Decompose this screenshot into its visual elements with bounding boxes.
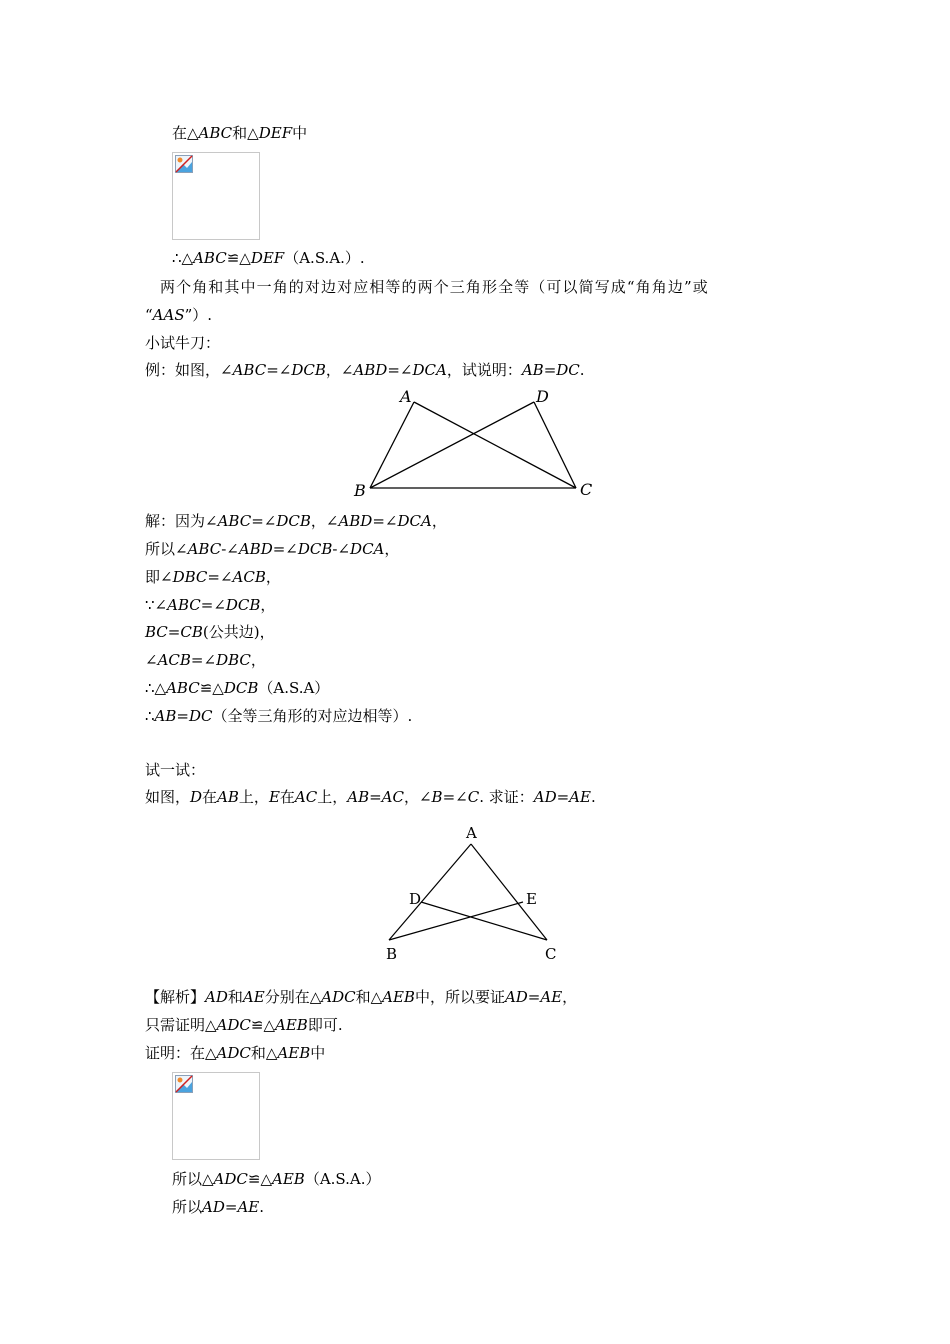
text-segment: ， <box>384 540 400 558</box>
math-variable: ACB <box>232 568 266 586</box>
solution-line-4 <box>145 595 275 615</box>
text-segment: -∠ <box>221 540 239 558</box>
text-segment: 中 <box>310 1044 326 1062</box>
broken-image-icon <box>175 1075 193 1093</box>
math-variable: AAS <box>152 306 185 324</box>
text-segment: -∠ <box>332 540 351 558</box>
math-variable: E <box>268 788 280 806</box>
text-segment: . <box>259 1198 265 1216</box>
line-exercise <box>145 787 596 807</box>
math-variable: ABC <box>193 249 227 267</box>
text-segment: = <box>176 707 189 725</box>
text-segment: =∠ <box>387 361 413 379</box>
text-segment: =∠ <box>207 568 233 586</box>
segment-ac <box>414 402 576 488</box>
heading-try-one <box>145 760 205 780</box>
text-segment: ，试说明： <box>446 361 522 379</box>
text-segment: 例：如图，∠ <box>145 361 233 379</box>
text-segment: = <box>167 623 181 641</box>
text-segment: 解：因为∠ <box>145 512 218 530</box>
math-variable: DCB <box>276 512 311 530</box>
math-variable: ADC <box>321 988 356 1006</box>
math-variable: DEF <box>258 124 293 142</box>
label-c: C <box>545 945 557 963</box>
text-segment: 所以△ <box>172 1170 214 1188</box>
label-b: B <box>386 945 398 963</box>
text-segment: 中 <box>292 124 308 142</box>
math-variable: DCA <box>397 512 432 530</box>
label-d: D <box>536 387 549 406</box>
figure-2-triangle-ade <box>375 822 565 967</box>
math-variable: AD <box>205 988 228 1006</box>
text-segment: 和 <box>227 988 243 1006</box>
label-a: A <box>400 387 412 406</box>
label-a: A <box>466 824 477 842</box>
math-variable: AB=AC <box>347 788 404 806</box>
math-variable: DBC <box>172 568 208 586</box>
text-segment: = <box>543 361 557 379</box>
text-segment: ，∠ <box>310 512 339 530</box>
math-variable: CB <box>180 623 203 641</box>
text-segment: =∠ <box>190 651 217 669</box>
text-segment: 在 <box>202 788 218 806</box>
text-segment: =∠ <box>251 512 277 530</box>
segment-db <box>370 402 534 488</box>
text-segment: “ <box>145 306 153 324</box>
math-variable: C <box>467 788 480 806</box>
line-abc-congruent-def <box>172 248 365 268</box>
broken-image-placeholder-2 <box>172 1072 260 1160</box>
text-segment: （A.S.A） <box>258 679 330 697</box>
analysis-line-1 <box>145 987 577 1007</box>
math-variable: ABC <box>198 124 233 142</box>
text-segment: （A.S.A.） <box>304 1170 381 1188</box>
text-segment: (公共边)， <box>202 623 275 641</box>
line-aas-abbrev <box>145 305 212 325</box>
text-segment: ， <box>562 988 578 1006</box>
heading-try-it <box>145 333 220 353</box>
label-e: E <box>526 890 537 908</box>
line-example <box>145 360 585 380</box>
segment-ab <box>370 402 414 488</box>
text-segment: =∠ <box>442 788 468 806</box>
math-variable: DCB <box>223 679 259 697</box>
math-variable: ABC <box>217 512 252 530</box>
segment-dc <box>534 402 576 488</box>
math-variable: BC <box>145 623 168 641</box>
text-segment: 所以 <box>172 1198 203 1216</box>
solution-line-8 <box>145 706 412 726</box>
text-segment: 小试牛刀： <box>145 334 221 352</box>
math-variable: DCA <box>350 540 385 558</box>
math-variable: AEB <box>272 1170 305 1188</box>
proof-line-3 <box>172 1197 264 1217</box>
solution-line-3 <box>145 567 281 587</box>
text-segment: ， <box>260 596 276 614</box>
text-segment: ≌△ <box>226 249 251 267</box>
math-variable: AEB <box>277 1044 311 1062</box>
math-variable: AD=AE <box>533 788 591 806</box>
broken-image-placeholder-1 <box>172 152 260 240</box>
text-segment: =∠ <box>266 361 292 379</box>
math-variable: AE <box>242 988 265 1006</box>
text-segment: 即∠ <box>145 568 173 586</box>
text-segment: . <box>590 788 596 806</box>
text-segment: ∴△ <box>172 249 194 267</box>
text-segment: ≌△ <box>247 1170 272 1188</box>
math-variable: ABC <box>232 361 267 379</box>
math-variable: AD=AE <box>202 1198 260 1216</box>
text-segment: （A.S.A.）. <box>284 249 365 267</box>
text-segment: 和△ <box>232 124 259 142</box>
text-segment: ， <box>265 568 281 586</box>
proof-line-1 <box>145 1043 325 1063</box>
math-variable: AEB <box>382 988 415 1006</box>
math-variable: ADC <box>216 1016 251 1034</box>
math-variable: ADC <box>216 1044 251 1062</box>
text-segment: ≌△ <box>250 1016 275 1034</box>
math-variable: AEB <box>275 1016 308 1034</box>
math-variable: ABD <box>238 540 273 558</box>
math-variable: AB <box>217 788 239 806</box>
math-variable: B <box>431 788 443 806</box>
math-variable: AC <box>294 788 318 806</box>
label-c: C <box>580 480 593 499</box>
text-segment: ∠ <box>145 651 158 669</box>
text-segment: 所以∠ <box>145 540 188 558</box>
line-in-triangles-abc-def <box>172 123 307 143</box>
math-variable: AD=AE <box>504 988 563 1006</box>
math-variable: DC <box>556 361 580 379</box>
text-segment: 两个角和其中一角的对边对应相等的两个三角形全等（可以简写成“角角边”或 <box>160 278 709 296</box>
line-aas-theorem <box>160 277 709 297</box>
math-variable: D <box>190 788 203 806</box>
text-segment: 只需证明△ <box>145 1016 217 1034</box>
text-segment: 分别在△ <box>264 988 322 1006</box>
text-segment: 和△ <box>355 988 383 1006</box>
text-segment: 中，所以要证 <box>414 988 505 1006</box>
text-segment: ， <box>250 651 266 669</box>
math-variable: ABD <box>338 512 373 530</box>
text-segment: ≌△ <box>199 679 224 697</box>
math-variable: ADC <box>213 1170 248 1188</box>
math-variable: ABC <box>167 596 201 614</box>
math-variable: AB <box>154 707 177 725</box>
text-segment: 如图， <box>145 788 191 806</box>
math-variable: ACB <box>157 651 191 669</box>
text-segment: 和△ <box>250 1044 278 1062</box>
math-variable: DCA <box>412 361 447 379</box>
math-variable: DCB <box>225 596 261 614</box>
text-segment: ∵∠ <box>145 596 168 614</box>
solution-line-2 <box>145 539 399 559</box>
math-variable: ABC <box>187 540 222 558</box>
text-segment: （全等三角形的对应边相等）. <box>212 707 413 725</box>
text-segment: 在△ <box>172 124 199 142</box>
analysis-line-2 <box>145 1015 343 1035</box>
solution-line-7 <box>145 678 329 698</box>
broken-image-icon <box>175 155 193 173</box>
text-segment: 在 <box>279 788 295 806</box>
math-variable: ABC <box>166 679 200 697</box>
math-variable: DC <box>188 707 213 725</box>
text-segment: =∠ <box>272 540 298 558</box>
math-variable: DEF <box>250 249 285 267</box>
label-b: B <box>354 481 366 500</box>
figure-1-triangles-abcd <box>350 385 600 500</box>
text-segment: =∠ <box>372 512 398 530</box>
label-d: D <box>409 890 422 908</box>
text-segment: 上， <box>238 788 269 806</box>
text-segment: 证明：在△ <box>145 1044 217 1062</box>
text-segment: ，∠ <box>325 361 354 379</box>
solution-line-6 <box>145 650 266 670</box>
math-variable: ABD <box>353 361 388 379</box>
text-segment: 上， <box>317 788 348 806</box>
text-segment: 【解析】 <box>145 988 206 1006</box>
math-variable: DCB <box>291 361 326 379</box>
solution-line-5 <box>145 622 275 642</box>
text-segment: ∴△ <box>145 679 167 697</box>
solution-line-1 <box>145 511 447 531</box>
text-segment: . 求证： <box>479 788 534 806</box>
math-variable: AB <box>521 361 544 379</box>
text-segment: =∠ <box>200 596 226 614</box>
text-segment: ，∠ <box>403 788 432 806</box>
math-variable: DBC <box>216 651 251 669</box>
text-segment: 试一试： <box>145 761 206 779</box>
text-segment: ”）. <box>184 306 213 324</box>
proof-line-2 <box>172 1169 381 1189</box>
text-segment: . <box>579 361 585 379</box>
math-variable: DCB <box>297 540 333 558</box>
text-segment: ∴ <box>145 707 155 725</box>
text-segment: ， <box>431 512 447 530</box>
segment-ab <box>389 844 471 940</box>
text-segment: 即可. <box>307 1016 343 1034</box>
